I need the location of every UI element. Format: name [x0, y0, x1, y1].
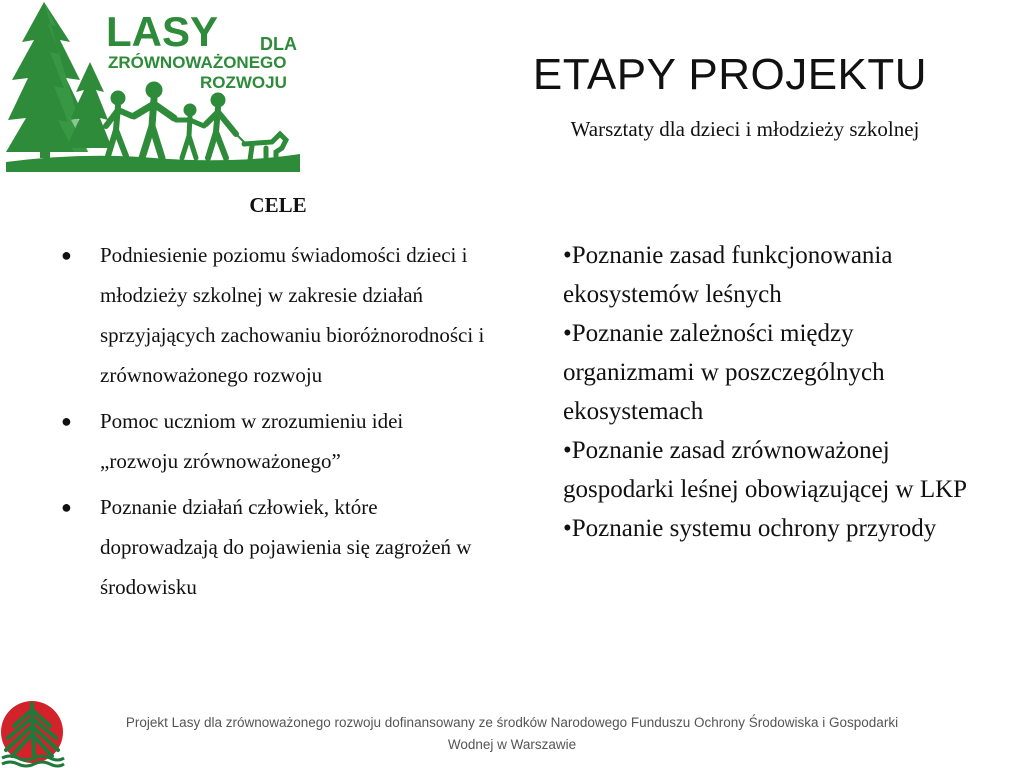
goal-item-text: Pomoc uczniom w zrozumieniu idei „rozwoju zrównoważonego” — [100, 409, 404, 473]
goal-item — [55, 401, 485, 481]
footer-text — [70, 712, 954, 756]
slide-title: ETAPY PROJEKTU — [532, 50, 928, 99]
logo-word-zrownowazonego: ZRÓWNOWAŻONEGO — [108, 53, 287, 72]
bullet-icon: ● — [61, 497, 72, 517]
lasy-logo — [4, 2, 304, 174]
goal-item — [55, 487, 485, 607]
footer-line-1: Projekt Lasy dla zrównoważonego rozwoju dofinansowany ze środków Narodowego Funduszu Ochrony Środowiska i Gospodarki — [125, 715, 899, 730]
stage-item: •Poznanie zasad zrównoważonej gospodarki leśnej obowiązującej w LKP — [563, 437, 968, 503]
logo-word-rozwoju: ROZWOJU — [200, 73, 287, 92]
bullet-icon: ● — [61, 411, 72, 431]
goal-item-text: Podniesienie poziomu świadomości dzieci i młodzieży szkolnej w zakresie działań sprzyjających zachowaniu bioróżnorodności i zrównoważonego rozwoju — [100, 243, 485, 387]
lasy-logo-graphic — [4, 2, 304, 174]
goals-heading: CELE — [249, 193, 307, 217]
slide-subtitle: Warsztaty dla dzieci i młodzieży szkolnej — [570, 117, 920, 141]
nfosigw-logo-graphic — [0, 696, 66, 768]
stage-item: •Poznanie systemu ochrony przyrody — [563, 515, 937, 542]
logo-word-dla: DLA — [260, 34, 297, 54]
stage-item: •Poznanie zasad funkcjonowania ekosystemów leśnych — [563, 242, 893, 308]
goal-item-text: Poznanie działań człowiek, które doprowadzają do pojawienia się zagrożeń w środowisku — [100, 495, 472, 599]
goals-list — [55, 235, 485, 613]
footer-line-2: Wodnej w Warszawie — [447, 737, 577, 752]
stages-list — [563, 236, 973, 548]
bullet-icon: ● — [61, 245, 72, 265]
nfosigw-logo — [0, 696, 66, 768]
logo-word-lasy: LASY — [106, 8, 219, 55]
stage-item: •Poznanie zależności między organizmami w poszczególnych ekosystemach — [563, 320, 885, 425]
goal-item — [55, 235, 485, 395]
